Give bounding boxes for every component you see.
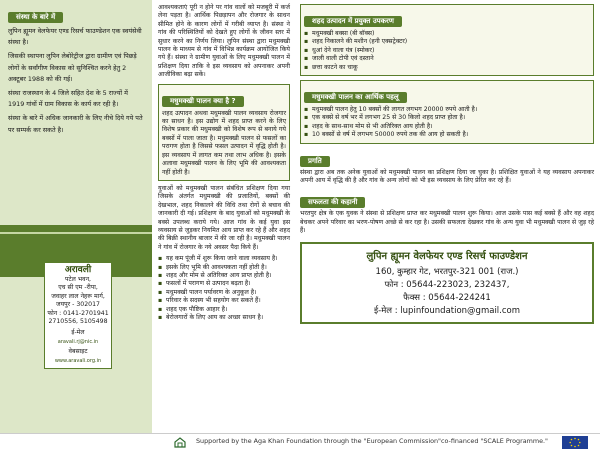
- about-paragraph: जिसकी स्थापना लुपिन लेबोरेट्रीज द्वारा ग्रामीण एवं पिछड़े लोगों के सर्वांगीण विकास को सुनिश्चित करने हेतु 2 अक्टूबर 1988 को की गई।: [8, 52, 137, 83]
- address-line: जयपुर - 302017: [55, 301, 100, 309]
- list-item: ▪ बेरोजगारों के लिए आय का अच्छा साधन है।: [158, 314, 290, 322]
- list-item: ▪ मधुमक्खी पालन हेतु 10 बक्सों की लागत लगभग 20000 रुपये आती है।: [304, 106, 590, 114]
- list-item: ▪ इसके लिए भूमि की आवश्यकता नहीं होती है।: [158, 264, 290, 272]
- about-text: [8, 26, 144, 136]
- website-link[interactable]: www.aravali.org.in: [54, 357, 102, 364]
- partner-name: अरावली: [64, 265, 92, 275]
- address-line: एच सी एम -रीपा,: [58, 284, 98, 292]
- list-item: ▪ शहद और मोम से अतिरिक्त आय प्राप्त होती है।: [158, 272, 290, 280]
- email-link[interactable]: aravali.rj@nic.in: [57, 338, 99, 345]
- success-section: [300, 189, 594, 235]
- success-text: भरतपुर क्षेत्र के एक युवक ने संस्था से प्रशिक्षण प्राप्त कर मधुमक्खी पालन शुरू किया। आज उसके पास कई बक्से हैं और वह शहद बेचकर अपने परिवार का भरण-पोषण अच्छे से कर रहा है। उसकी सफलता देखकर गांव के अन्य युवा भी मधुमक्खी पालन से जुड़ रहे हैं।: [300, 210, 594, 235]
- contact-address: 160, कुम्हार गेट, भरतपुर-321 001 (राज.): [375, 266, 519, 277]
- list-item: ▪ फसलों में परागण से उत्पादन बढ़ता है।: [158, 280, 290, 288]
- progress-section: [300, 148, 594, 186]
- list-item: ▪ छत्ता काटने का चाकू: [304, 64, 590, 72]
- list-item: ▪ शहद निकालने की मशीन (हनी एक्सट्रेक्टर): [304, 38, 590, 46]
- email-label: ई-मेल: [71, 329, 85, 337]
- success-heading: सफलता की कहानी: [300, 197, 365, 208]
- list-item: ▪ एक बक्से से वर्ष भर में लगभग 25 से 30 किलो शहद प्राप्त होता है।: [304, 114, 590, 122]
- list-item: ▪ जाली वाली टोपी एवं दस्ताने: [304, 55, 590, 63]
- equipment-heading: शहद उत्पादन में प्रयुक्त उपकरण: [304, 16, 402, 27]
- economics-list: [304, 106, 590, 140]
- body-paragraph: युवाओं को मधुमक्खी पालन संबंधित प्रशिक्षण दिया गया जिसके अंतर्गत मधुमक्खी की प्रजातियों, बक्सों की देखभाल, शहद निकालने की विधि तथा रोगों से बचाव की जानकारी दी गई। प्रशिक्षण के बाद युवाओं को मधुमक्खी के बक्से उपलब्ध कराये गये। आज गांव के कई युवा इस व्यवसाय से जुड़कर नियमित आय प्राप्त कर रहे हैं और शहद की बिक्री स्थानीय बाजार में की जा रही है। मधुमक्खी पालन ने गांव में रोजगार के नये अवसर पैदा किये हैं।: [158, 184, 290, 251]
- address-line: पटेल भवन,: [65, 276, 91, 283]
- economics-box: [300, 80, 594, 144]
- economics-heading: मधुमक्खी पालन का आर्थिक पहलू: [304, 92, 407, 103]
- website-label: वेबसाइट: [68, 348, 88, 356]
- list-item: ▪ शहद एक पौष्टिक आहार है।: [158, 306, 290, 314]
- contact-email[interactable]: ई-मेल : lupinfoundation@gmail.com: [373, 305, 521, 316]
- address-line: फोन : 0141-2701941: [47, 309, 109, 317]
- list-item: ▪ परिवार के सदस्य भी सहयोग कर सकते हैं।: [158, 297, 290, 305]
- equipment-box: [300, 4, 594, 76]
- benefits-list: [158, 255, 290, 322]
- band-stripe: [0, 225, 152, 234]
- list-item: ▪ 10 बक्सों से वर्ष में लगभग 50000 रुपये तक की आय हो सकती है।: [304, 131, 590, 139]
- list-item: ▪ धुआं देने वाला यंत्र (स्मोकर): [304, 47, 590, 55]
- middle-column: [152, 0, 294, 433]
- what-is-beekeeping-box: [158, 84, 290, 181]
- aga-khan-logo-icon: [172, 436, 188, 449]
- intro-paragraph: आवश्यकताएं पूरी न होने पर गांव वालों को मजबूरी में कर्ज लेना पड़ता है। आर्थिक पिछड़ापन और रोजगार के साधन सीमित होने के कारण लोगों में गरीबी व्याप्त है। संस्था ने गांव की परिस्थितियों को देखते हुए लोगों के जीवन स्तर में सुधार करने का निर्णय लिया। लुपिन संस्था द्वारा मधुमक्खी पालन के माध्यम से गांव में विभिन्न कार्यक्रम आयोजित किये गये हैं। संस्था ने ग्रामीण युवाओं के लिए मधुमक्खी पालन में प्रशिक्षण दिया ताकि वे इस व्यवसाय को अपनाकर अपनी आजीविका बढ़ा सकें।: [158, 4, 290, 79]
- eu-flag-icon: [562, 436, 588, 449]
- list-item: ▪ मधुमक्खी बक्सा (बी बॉक्स): [304, 30, 590, 38]
- progress-text: संस्था द्वारा अब तक अनेक युवाओं को मधुमक्खी पालन का प्रशिक्षण दिया जा चुका है। प्रशिक्षित युवाओं ने यह व्यवसाय अपनाकर अपनी आय में वृद्धि की है और गांव के अन्य लोगों को भी इस व्यवसाय के लिए प्रेरित कर रहे हैं।: [300, 168, 594, 185]
- footer-note: Supported by the Aga Khan Foundation through the "European Commission"co-financed "SCALE Programme.": [196, 437, 548, 445]
- address-line: 2710556, 5105498: [48, 318, 108, 326]
- list-item: ▪ मधुमक्खी पालन पर्यावरण के अनुकूल है।: [158, 289, 290, 297]
- about-heading: संस्था के बारे में: [8, 12, 63, 23]
- about-paragraph: संस्था राजस्थान के 4 जिले सहित देश के 5 राज्यों में 1919 गांवों में ग्राम विकास के कार्य कर रही है।: [8, 89, 128, 109]
- equipment-list: [304, 30, 590, 72]
- list-item: ▪ शहद के साथ-साथ मोम से भी अतिरिक्त आय होती है।: [304, 123, 590, 131]
- what-is-beekeeping-text: शहद उत्पादन अथवा मधुमक्खी पालन व्यवसाय रोजगार का साधन है। इस उद्योग में शहद प्राप्त करने के लिए विशेष प्रकार की मधुमक्खी को विशेष रूप से बनाये गये बक्सों में पाला जाता है। मधुमक्खी पालन से फसलों का परागण होता है जिससे फसल उत्पादन में वृद्धि होती है। इस व्यवसाय में लागत कम तथा लाभ अधिक है। इसके अलावा मधुमक्खी पालन के लिए भूमि की आवश्यकता नहीं होती है।: [162, 109, 286, 176]
- contact-box: [300, 242, 594, 324]
- address-line: जवाहर लाल नेहरू मार्ग,: [51, 292, 105, 300]
- about-paragraph: लुपिन ह्यूमन वेलफेयर एण्ड रिसर्च फाउण्डेशन एक स्वयंसेवी संस्था है।: [8, 27, 142, 47]
- partner-address-box: [44, 262, 112, 369]
- footer: [0, 433, 600, 450]
- foundation-name: लुपिन ह्यूमन वेलफेयर एण्ड रिसर्च फाउण्डेशन: [366, 250, 528, 262]
- contact-phone: फोन : 05644-223023, 232437,: [384, 279, 510, 290]
- progress-heading: प्रगति: [300, 156, 330, 167]
- about-paragraph: संस्था के बारे में अधिक जानकारी के लिए नीचे दिये गये पते पर सम्पर्क कर सकते है।: [8, 114, 143, 134]
- contact-fax: फैक्स : 05644-224241: [403, 292, 491, 303]
- what-is-beekeeping-heading: मधुमक्खी पालन क्या है ?: [162, 96, 244, 107]
- right-column: [294, 0, 600, 433]
- list-item: ▪ यह कम पूंजी में शुरू किया जाने वाला व्यवसाय है।: [158, 255, 290, 263]
